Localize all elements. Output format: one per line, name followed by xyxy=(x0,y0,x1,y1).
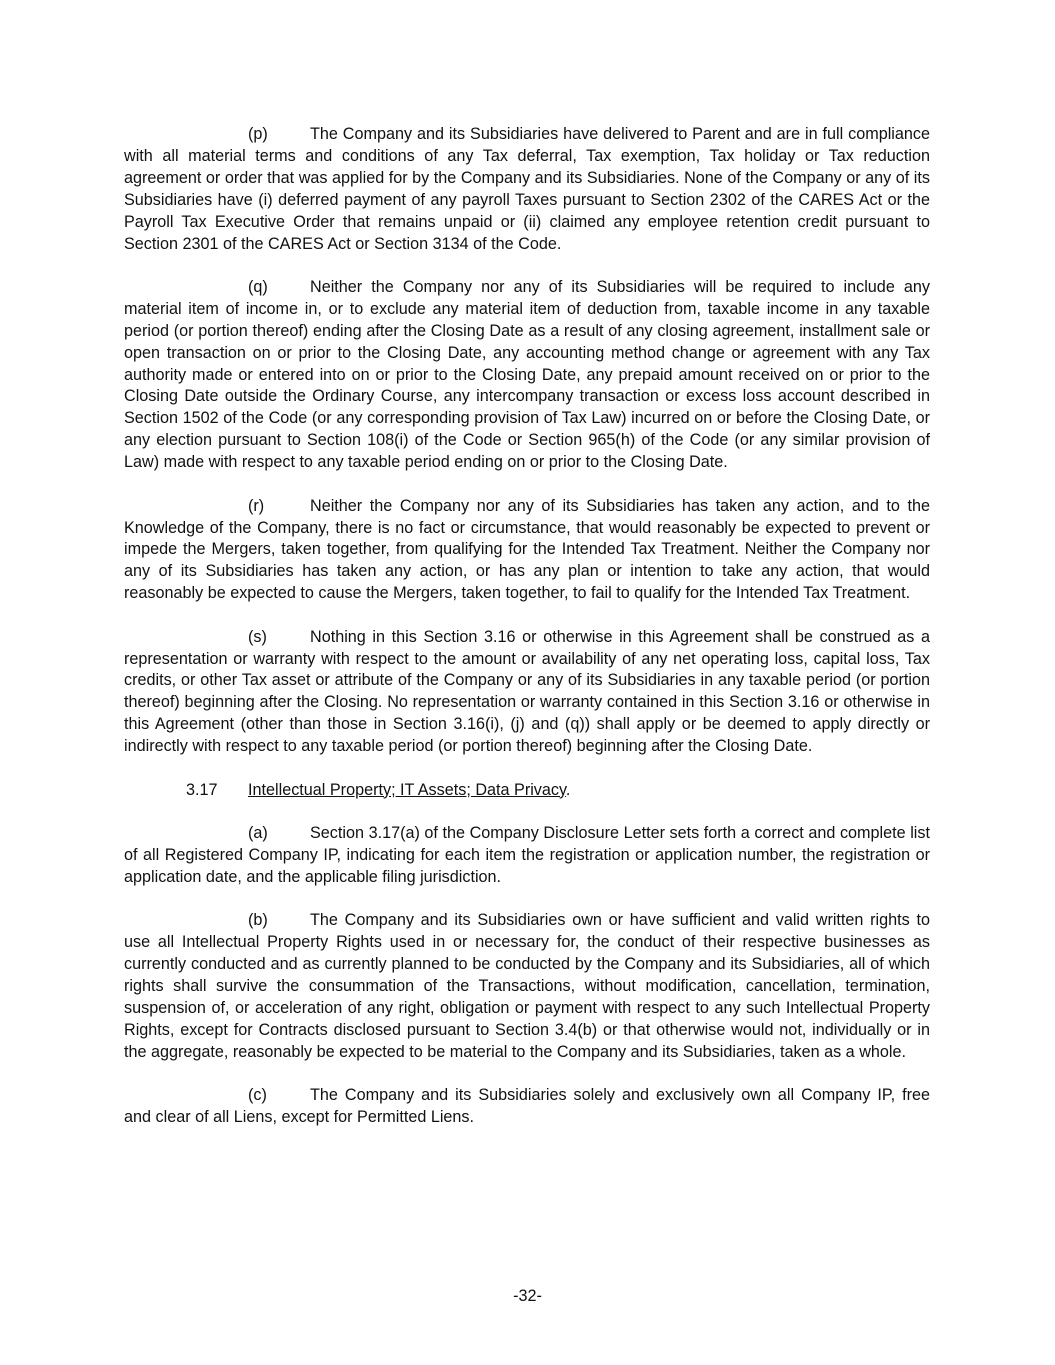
paragraph-s xyxy=(124,627,930,758)
paragraph-text: Section 3.17(a) of the Company Disclosure Letter sets forth a correct and complete list of all Registered Company IP, indicating for each item the registration or application number, the registration or application date, and the applicable filing jurisdiction. xyxy=(124,823,930,886)
section-heading xyxy=(186,780,930,802)
page-number: -32- xyxy=(513,1287,542,1305)
paragraph-text: Nothing in this Section 3.16 or otherwise in this Agreement shall be construed as a representation or warranty with respect to the amount or availability of any net operating loss, capital loss, Tax credits, or other Tax asset or attribute of the Company or any of its Subsidiaries in any taxable period (or portion thereof) beginning after the Closing. No representation or warranty contained in this Section 3.16 or otherwise in this Agreement (other than those in Section 3.16(i), (j) and (q)) shall apply or be deemed to apply directly or indirectly with respect to any taxable period (or portion thereof) beginning after the Closing Date. xyxy=(124,627,930,756)
paragraph-text: The Company and its Subsidiaries have delivered to Parent and are in full compliance with all material terms and conditions of any Tax deferral, Tax exemption, Tax holiday or Tax reduction agreement or order that was applied for by the Company and its Subsidiaries. None of the Company or any of its Subsidiaries have (i) deferred payment of any payroll Taxes pursuant to Section 2302 of the CARES Act or the Payroll Tax Executive Order that remains unpaid or (ii) claimed any employee retention credit pursuant to Section 2301 of the CARES Act or Section 3134 of the Code. xyxy=(124,125,930,253)
document-page xyxy=(124,124,930,1150)
paragraph-label: (c) xyxy=(248,1086,267,1105)
paragraph-q xyxy=(124,277,930,474)
paragraph-c xyxy=(124,1085,930,1129)
section-title: Intellectual Property; IT Assets; Data Privacy xyxy=(248,780,566,799)
paragraph-label: (p) xyxy=(248,125,268,143)
section-number: 3.17 xyxy=(186,780,218,799)
paragraph-label: (r) xyxy=(248,496,265,515)
paragraph-text: Neither the Company nor any of its Subsidiaries has taken any action, and to the Knowledge of the Company, there is no fact or circumstance, that would reasonably be expected to prevent or impede the Mergers, taken together, from qualifying for the Intended Tax Treatment. Neither the Company nor any of its Subsidiaries has taken any action, or has any plan or intention to take any action, that would reasonably be expected to cause the Mergers, taken together, to fail to qualify for the Intended Tax Treatment. xyxy=(124,496,930,603)
paragraph-label: (s) xyxy=(248,627,267,646)
paragraph-text: The Company and its Subsidiaries own or have sufficient and valid written rights to use all Intellectual Property Rights used in or necessary for, the conduct of their respective businesses as currently conducted and as currently planned to be conducted by the Company and its Subsidiaries, all of which rights shall survive the consummation of the Transactions, without modification, cancellation, termination, suspension of, or acceleration of any right, obligation or payment with respect to any such Intellectual Property Rights, except for Contracts disclosed pursuant to Section 3.4(b) or that otherwise would not, individually or in the aggregate, reasonably be expected to be material to the Company and its Subsidiaries, taken as a whole. xyxy=(124,911,930,1061)
paragraph-label: (a) xyxy=(248,823,268,842)
paragraph-r xyxy=(124,496,930,606)
paragraph-label: (q) xyxy=(248,277,268,296)
paragraph-p xyxy=(124,124,930,255)
paragraph-text: Neither the Company nor any of its Subsidiaries will be required to include any material item of income in, or to exclude any material item of deduction from, taxable income in any taxable period (or portion thereof) ending after the Closing Date as a result of any closing agreement, installment sale or open transaction on or prior to the Closing Date, any accounting method change or agreement with any Tax authority made or entered into on or prior to the Closing Date, any prepaid amount received on or prior to the Closing Date outside the Ordinary Course, any intercompany transaction or excess loss account described in Section 1502 of the Code (or any corresponding provision of Tax Law) incurred on or before the Closing Date, or any election pursuant to Section 108(i) of the Code or Section 965(h) of the Code (or any similar provision of Law) made with respect to any taxable period ending on or prior to the Closing Date. xyxy=(124,277,930,472)
section-title-period: . xyxy=(565,780,571,799)
paragraph-a xyxy=(124,823,930,889)
paragraph-b xyxy=(124,910,930,1063)
paragraph-text: The Company and its Subsidiaries solely and exclusively own all Company IP, free and clear of all Liens, except for Permitted Liens. xyxy=(124,1086,930,1126)
paragraph-label: (b) xyxy=(248,911,268,930)
